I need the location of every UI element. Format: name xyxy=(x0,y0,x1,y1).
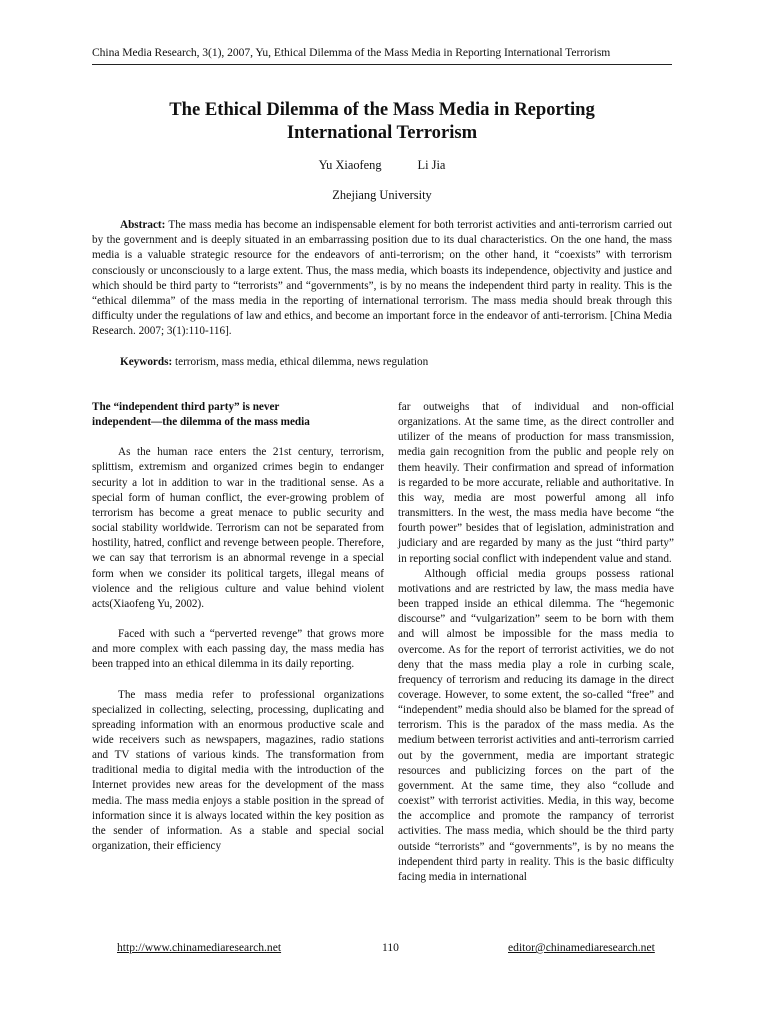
section-heading xyxy=(92,400,384,430)
body-paragraph: Although official media groups possess rational motivations and are restricted by law, the mass media have been trapped inside an ethical dilemma. The “hegemonic discourse” and “vulgarization” seem to be born with them and will almost be impossible for the mass media to overcome. As for the report of terrorist activities, we do not deny that the mass media play a role in curbing scale, frequency of terrorism and reducing its damage in the direct coverage. However, to some extent, the so-called “free” and “independent” media should also be blamed for the spread of terrorism. This is the paradox of the mass media. As the medium between terrorist activities and anti-terrorism carried out by the government, media are important strategic resources and publicizing forces on the part of the government. At the same time, they also “collude and coexist” with terrorist activities. Media, in this way, become the accomplice and promote the rampancy of terrorist activities. The mass media, which should be the third party outside “terrorists” and “governments”, is by no means the independent third party in reality. This is the basic difficulty facing media in international xyxy=(398,567,674,883)
right-column xyxy=(398,400,674,885)
abstract xyxy=(92,218,672,340)
running-head: China Media Research, 3(1), 2007, Yu, Ethical Dilemma of the Mass Media in Reporting International Terrorism xyxy=(92,46,611,59)
footer-website-link[interactable]: http://www.chinamediaresearch.net xyxy=(117,941,282,954)
paper-title xyxy=(92,98,672,144)
keywords-text: terrorism, mass media, ethical dilemma, news regulation xyxy=(172,356,429,368)
left-column xyxy=(92,400,384,854)
author-name: Yu Xiaofeng xyxy=(318,158,382,172)
footer-email-link[interactable]: editor@chinamediaresearch.net xyxy=(508,941,655,954)
author-name: Li Jia xyxy=(417,158,446,172)
affiliation: Zhejiang University xyxy=(332,188,432,202)
body-paragraph: far outweighs that of individual and non-official organizations. At the same time, as the direct controller and utilizer of the means of production for mass transmission, media gain recognition from the public and people rely on them heavily. Their confirmation and spread of information is regarded to be more accurate, reliable and authoritative. In this way, media are most powerful among all info transmitters. In the west, the mass media have become “the fourth power” besides that of legislation, administration and judiciary and are regarded by many as the just “third party” in reporting social conflict with independent value and stand. xyxy=(398,401,674,565)
body-paragraph: Faced with such a “perverted revenge” that grows more and more complex with each passing day, the mass media has been trapped into an ethical dilemma in its daily reporting. xyxy=(92,628,384,671)
body-paragraph: The mass media refer to professional organizations specialized in collecting, selecting, processing, duplicating and spreading information with an enormous productive scale and wide receivers such as newspapers, magazines, radio stations and TV stations of various kinds. The transformation from traditional media to digital media with the introduction of the Internet provides new areas for the development of the mass media. The mass media enjoys a stable position in the spread of information since it is always located within the key position as the sender of information. As a stable and special social organization, their efficiency xyxy=(92,688,384,853)
keywords-label: Keywords: xyxy=(120,356,173,368)
abstract-text: The mass media has become an indispensable element for both terrorist activities and anti-terrorism carried out by the government and is deeply situated in an embarrassing position due to its dual characteristics. On the one hand, the mass media is a valuable strategic resource for the endeavors of anti-terrorism; on the other hand, it “coexists” with terrorism consciously or unconsciously to a large extent. Thus, the mass media, which boasts its independence, objectivity and justice and which should be third party to “terrorists” and “governments”, is by no means the independent third party in reality. This is the “ethical dilemma” of the mass media in the reporting of international terrorism. The mass media should break through this difficulty under the regulations of law and ethics, and become an important force in the endeavor of anti-terrorism. [China Media Research. 2007; 3(1):110-116]. xyxy=(92,219,672,338)
page-number: 110 xyxy=(382,941,399,954)
author-list xyxy=(92,158,672,173)
section-heading-line-2: independent—the dilemma of the mass media xyxy=(92,416,310,429)
keywords xyxy=(120,356,672,368)
body-paragraph: As the human race enters the 21st century, terrorism, splittism, extremism and organized crimes begin to endanger security a lot in addition to war in the traditional sense. As a special form of human conflict, the ever-growing problem of terrorism has become a great menace to public security and social stability worldwide. Terrorism can not be separated from hostility, hatred, conflict and revenge between people. Therefore, we can say that terrorism is an abnormal revenge in a special form when we consider its political targets, illegal means of violence and the religious culture and value behind violent acts(Xiaofeng Yu, 2002). xyxy=(92,446,384,610)
abstract-label: Abstract: xyxy=(120,219,166,231)
title-line-2: International Terrorism xyxy=(286,122,478,143)
section-heading-line-1: The “independent third party” is never xyxy=(92,401,280,413)
header-rule xyxy=(92,64,672,65)
title-line-1: The Ethical Dilemma of the Mass Media in Reporting xyxy=(169,99,595,120)
